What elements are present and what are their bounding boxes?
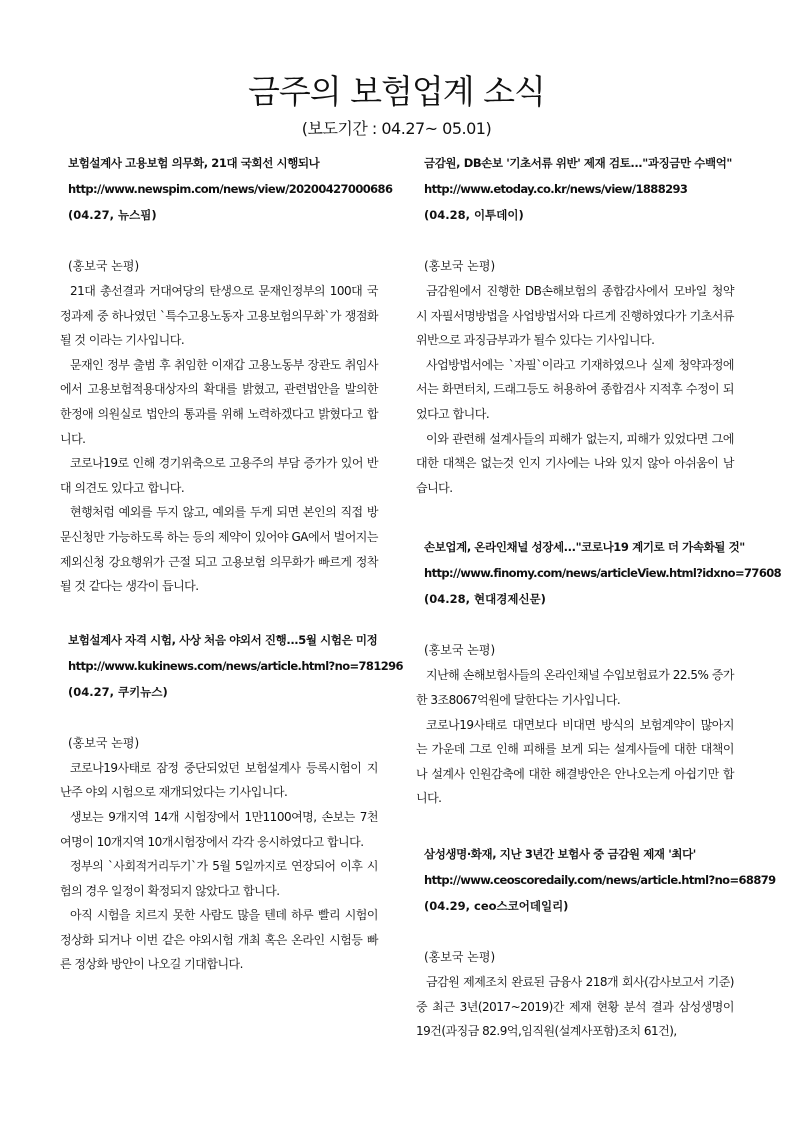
article-link[interactable]: http://www.kukinews.com/news/article.html?no=781296 [68, 658, 403, 673]
commentary-body [416, 279, 734, 500]
commentary-paragraph: 금감원에서 진행한 DB손해보험의 종합감사에서 모바일 청약시 자필서명방법을 사업방법서와 다르게 진행하였다가 기초서류위반으로 과징금부과가 될수 있다는 기사입니다. [416, 284, 734, 348]
commentary-paragraph: 사업방법서에는 `자필`이라고 기재하였으나 실제 청약과정에서는 화면터치, 드래그등도 허용하여 종합검사 지적후 수정이 되었다고 합니다. [416, 357, 734, 421]
commentary-label: (홍보국 논평) [424, 949, 496, 964]
article-headline: 보험설계사 고용보험 의무화, 21대 국회선 시행되나 [68, 156, 320, 170]
article [416, 841, 776, 1044]
article-source: (04.28, 현대경제신문) [424, 592, 546, 607]
right-column [416, 150, 782, 1044]
commentary-paragraph: 이와 관련해 설계사들의 피해가 없는지, 피해가 있었다면 그에 대한 대책은 없는것 인지 기사에는 나와 있지 않아 아쉬움이 남습니다. [416, 431, 734, 495]
commentary-paragraph: 정부의 `사회적거리두기`가 5월 5일까지로 연장되어 이후 시험의 경우 일정이 확정되지 않았다고 합니다. [60, 859, 378, 898]
left-column [60, 150, 403, 977]
commentary-paragraph: 코로나19사태로 잠정 중단되었던 보험설계사 등록시험이 지난주 야외 시험으로 재개되었다는 기사입니다. [60, 760, 378, 800]
commentary-paragraph: 코로나19사태로 대면보다 비대면 방식의 보험계약이 많아지는 가운데 그로 인해 피해를 보게 되는 설계사들에 대한 대책이나 설계사 인원감축에 대한 해결방안은 안나오는게 아쉽기만 합니다. [416, 717, 734, 806]
article [60, 627, 403, 977]
commentary-body [60, 756, 378, 977]
report-period: (보도기간 : 04.27~ 05.01) [301, 119, 492, 138]
page-title: 금주의 보험업계 소식 [248, 72, 545, 111]
commentary-paragraph: 21대 총선결과 거대여당의 탄생으로 문재인정부의 100대 국정과제 중 하나였던 `특수고용노동자 고용보험의무화`가 쟁점화 될 것 이라는 기사입니다. [60, 284, 378, 348]
article-source: (04.27, 뉴스핌) [68, 208, 157, 222]
article-source: (04.28, 이투데이) [424, 208, 524, 222]
commentary-body [416, 970, 734, 1044]
article [416, 150, 734, 500]
article-source: (04.27, 쿠키뉴스) [68, 684, 168, 699]
article-source: (04.29, ceo스코어데일리) [424, 898, 569, 913]
commentary-label: (홍보국 논평) [424, 643, 496, 658]
article-link[interactable]: http://www.newspim.com/news/view/20200427000686 [68, 182, 393, 196]
article [60, 150, 393, 599]
article-headline: 보험설계사 자격 시험, 사상 처음 야외서 진행...5월 시험은 미정 [68, 632, 378, 647]
commentary-paragraph: 지난해 손해보험사들의 온라인채널 수입보험료가 22.5% 증가한 3조8067억원에 달한다는 기사입니다. [416, 668, 734, 707]
article-headline: 삼성생명·화재, 지난 3년간 보험사 중 금감원 제재 '최다' [424, 846, 696, 861]
article-link[interactable]: http://www.finomy.com/news/articleView.html?idxno=77608 [424, 566, 782, 581]
commentary-label: (홍보국 논평) [68, 259, 140, 273]
article-link[interactable]: http://www.etoday.co.kr/news/view/1888293 [424, 182, 688, 196]
commentary-paragraph: 문재인 정부 출범 후 취임한 이재갑 고용노동부 장관도 취임사에서 고용보험적용대상자의 확대를 밝혔고, 관련법안을 발의한 한정애 의원실로 법안의 통과를 위해 노력하겠다고 밝혔다고 합니다. [60, 357, 378, 446]
commentary-paragraph: 코로나19로 인해 경기위축으로 고용주의 부담 증가가 있어 반대 의견도 있다고 합니다. [60, 456, 378, 495]
commentary-paragraph: 아직 시험을 치르지 못한 사람도 많을 텐데 하루 빨리 시험이 정상화 되거나 이번 같은 야외시험 개최 혹은 온라인 시험등 빠른 정상화 방안이 나오길 기대합니다. [60, 908, 378, 972]
article [416, 534, 782, 811]
commentary-body [416, 663, 734, 811]
commentary-paragraph: 금감원 제제조치 완료된 금융사 218개 회사(감사보고서 기준)중 최근 3년(2017~2019)간 제재 현황 분석 결과 삼성생명이 19건(과징금 82.9억,임직원(설계사포함)조치 61건), [416, 974, 734, 1039]
commentary-label: (홍보국 논평) [68, 735, 140, 750]
article-headline: 손보업계, 온라인채널 성장세..."코로나19 계기로 더 가속화될 것" [424, 540, 745, 555]
commentary-paragraph: 생보는 9개지역 14개 시험장에서 1만1100여명, 손보는 7천여명이 10개지역 10개시험장에서 각각 응시하였다고 합니다. [60, 809, 378, 849]
commentary-body [60, 279, 378, 599]
article-headline: 금감원, DB손보 '기초서류 위반' 제재 검토..."과징금만 수백억" [424, 156, 733, 170]
article-link[interactable]: http://www.ceoscoredaily.com/news/article.html?no=68879 [424, 872, 776, 887]
commentary-label: (홍보국 논평) [424, 259, 496, 273]
commentary-paragraph: 현행처럼 예외를 두지 않고, 예외를 두게 되면 본인의 직접 방문신청만 가능하도록 하는 등의 제약이 있어야 GA에서 벌어지는 제외신청 강요행위가 근절 되고 고용보험 의무화가 빠르게 정착 될 것 같다는 생각이 듭니다. [60, 505, 378, 594]
